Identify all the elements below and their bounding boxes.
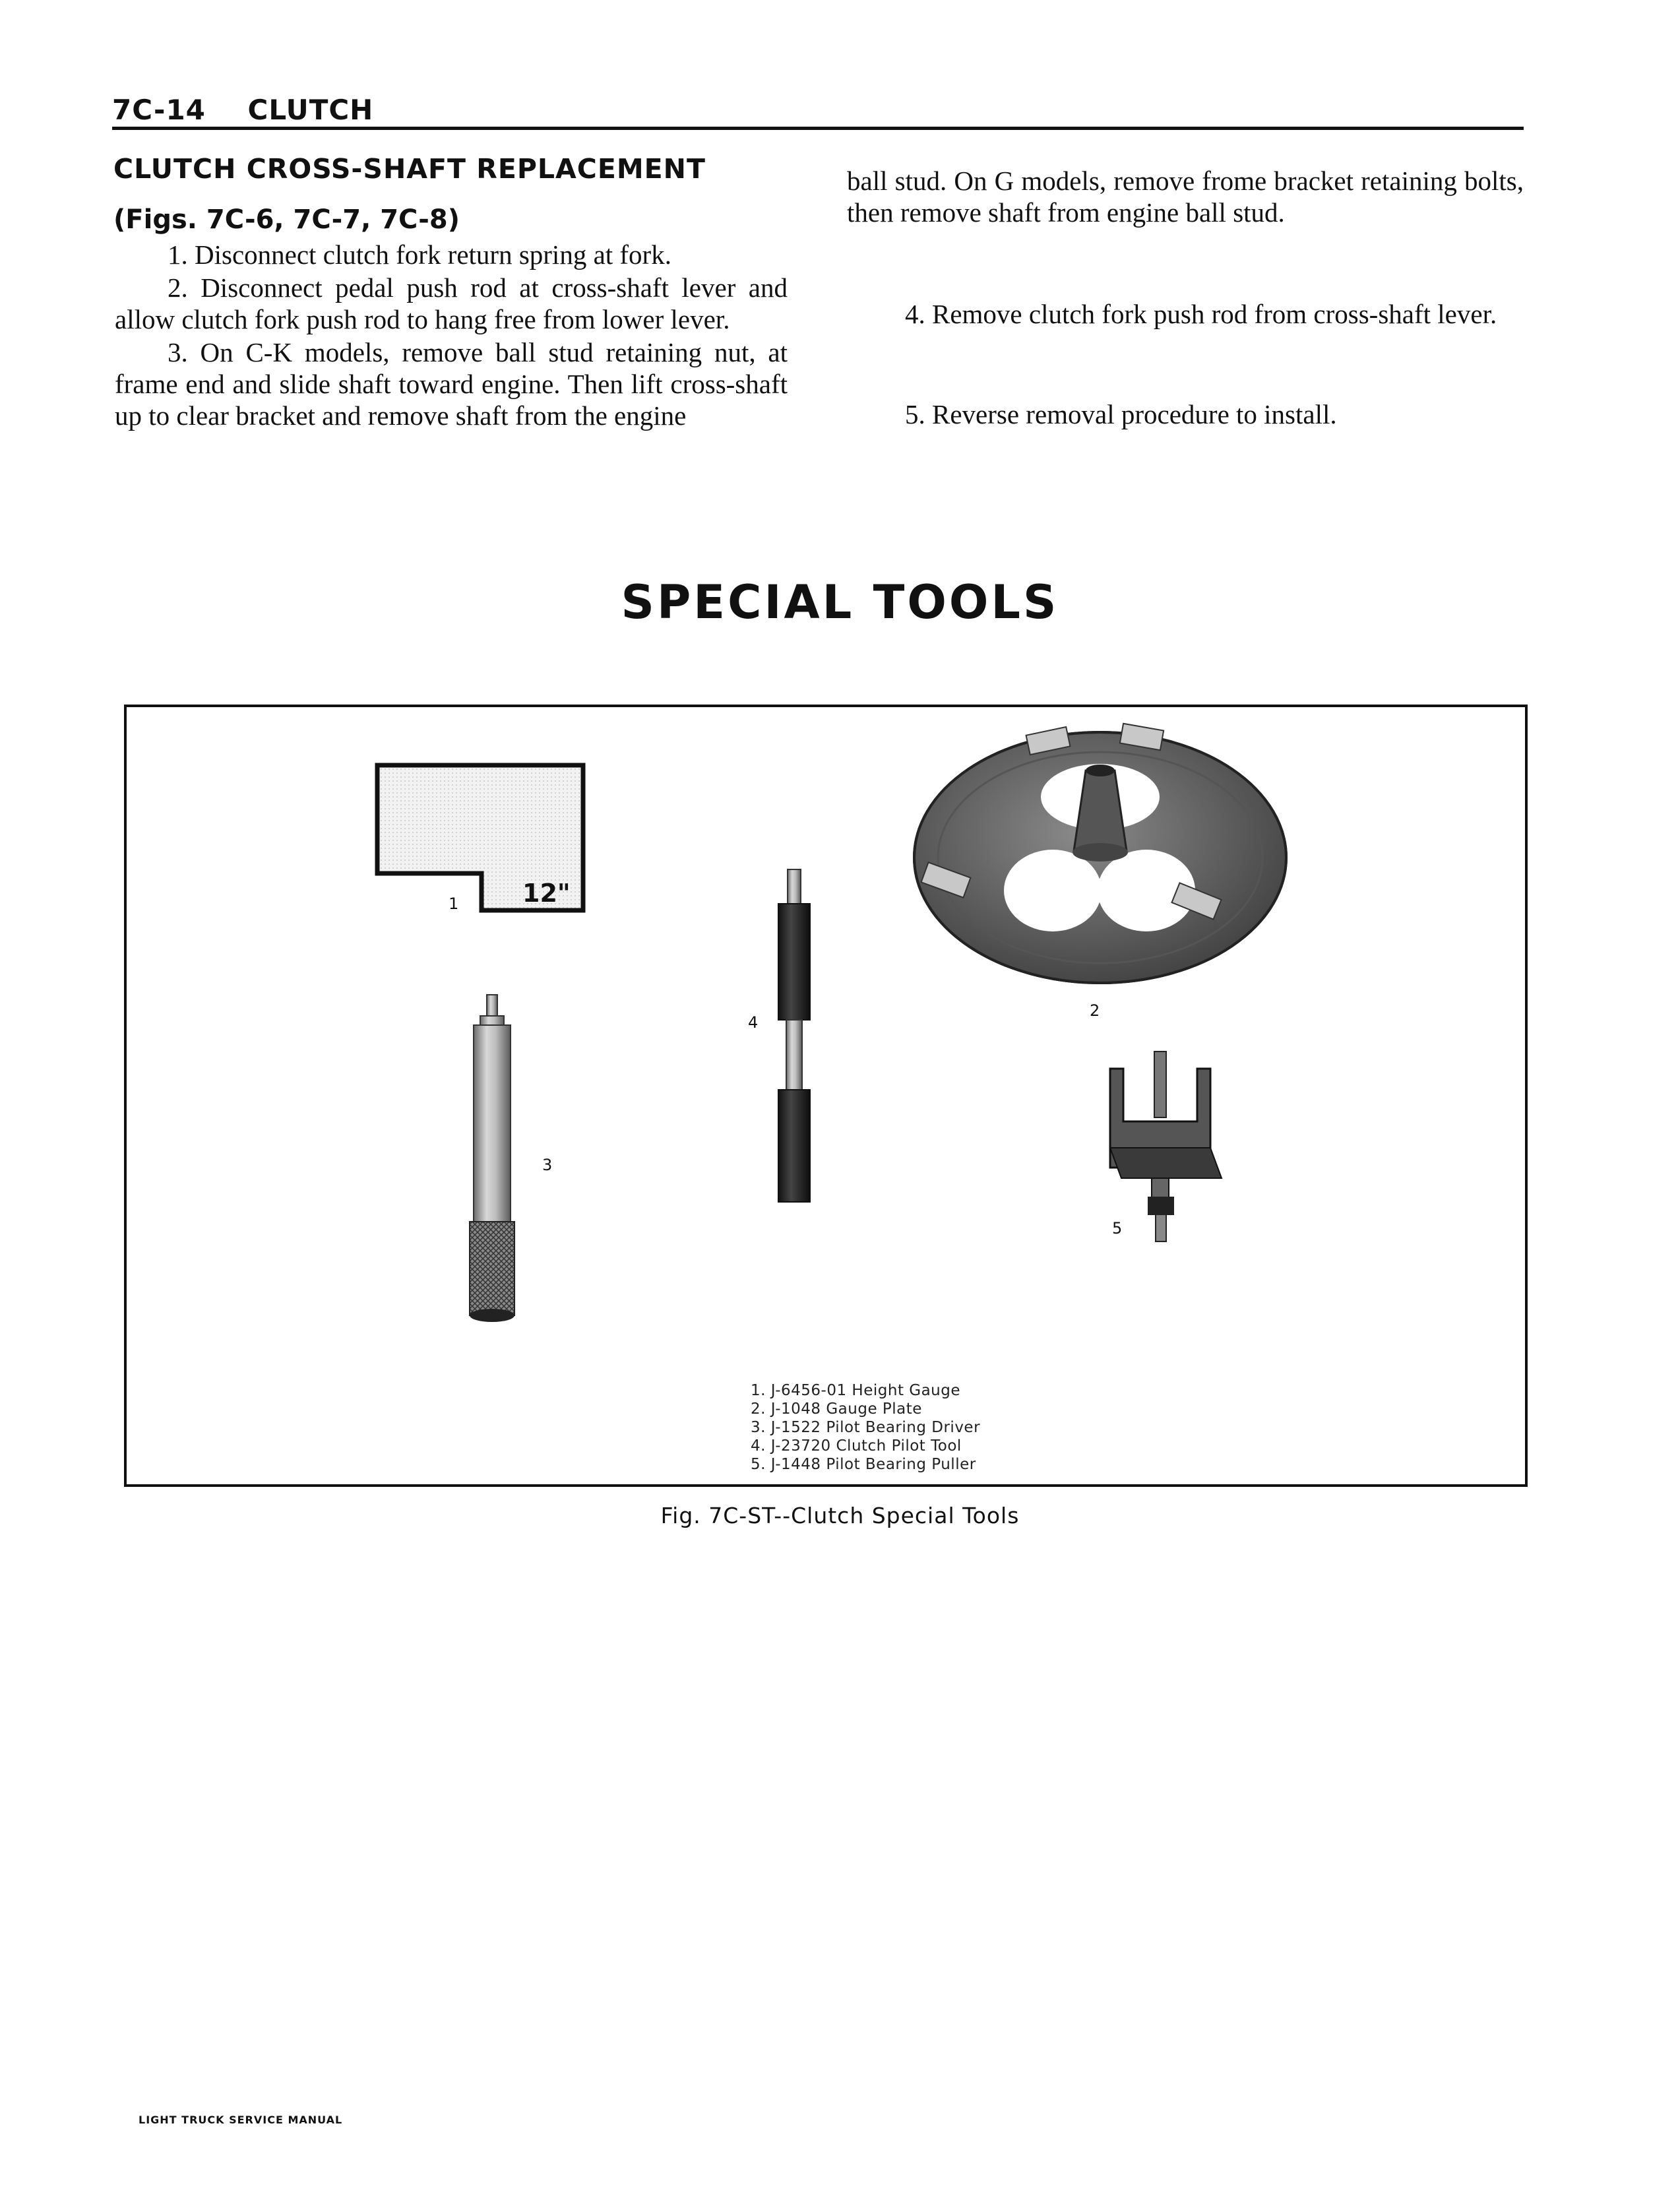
procedure-step-2: 2. Disconnect pedal push rod at cross-shaft lever and allow clutch fork push rod to hang free from lower lever. bbox=[115, 272, 788, 334]
procedure-step-1: 1. Disconnect clutch fork return spring at fork. bbox=[168, 239, 671, 270]
legend-item: 2. J-1048 Gauge Plate bbox=[751, 1400, 922, 1418]
callout-1: 1 bbox=[449, 895, 459, 913]
page-footer: LIGHT TRUCK SERVICE MANUAL bbox=[139, 2114, 343, 2126]
figures-reference: (Figs. 7C-6, 7C-7, 7C-8) bbox=[113, 204, 460, 235]
procedure-step-5: 5. Reverse removal procedure to install. bbox=[905, 399, 1337, 429]
figure-caption: Fig. 7C-ST--Clutch Special Tools bbox=[660, 1503, 1020, 1528]
legend-item: 5. J-1448 Pilot Bearing Puller bbox=[751, 1456, 976, 1473]
legend-item: 4. J-23720 Clutch Pilot Tool bbox=[751, 1437, 962, 1455]
callout-3: 3 bbox=[542, 1156, 553, 1174]
pilot-bearing-driver-tool bbox=[470, 995, 514, 1322]
callout-4: 4 bbox=[748, 1013, 759, 1032]
section-title: CLUTCH CROSS-SHAFT REPLACEMENT bbox=[113, 153, 706, 185]
special-tools-title: SPECIAL TOOLS bbox=[621, 575, 1059, 629]
legend-item: 1. J-6456-01 Height Gauge bbox=[751, 1382, 961, 1399]
procedure-step-3-continuation: ball stud. On G models, remove frome bracket retaining bolts, then remove shaft from engine ball stud. bbox=[847, 166, 1524, 228]
chapter-title: CLUTCH bbox=[247, 94, 374, 126]
callout-5: 5 bbox=[1112, 1219, 1123, 1238]
callout-2: 2 bbox=[1090, 1001, 1100, 1020]
tools-legend bbox=[751, 1381, 980, 1474]
procedure-step-4: 4. Remove clutch fork push rod from cross-shaft lever. bbox=[905, 299, 1497, 329]
legend-item: 3. J-1522 Pilot Bearing Driver bbox=[751, 1419, 981, 1436]
page-code: 7C-14 bbox=[112, 94, 206, 126]
clutch-pilot-tool bbox=[778, 869, 810, 1202]
height-gauge-tool bbox=[377, 765, 583, 910]
pilot-bearing-puller-tool bbox=[1110, 1052, 1222, 1241]
procedure-step-3: 3. On C-K models, remove ball stud retaining nut, at frame end and slide shaft toward engine. Then lift cross-shaft up to clear bracket and remove shaft from the engine bbox=[115, 337, 788, 431]
gauge-dimension-label: 12" bbox=[522, 879, 571, 908]
gauge-plate-tool bbox=[914, 724, 1286, 983]
